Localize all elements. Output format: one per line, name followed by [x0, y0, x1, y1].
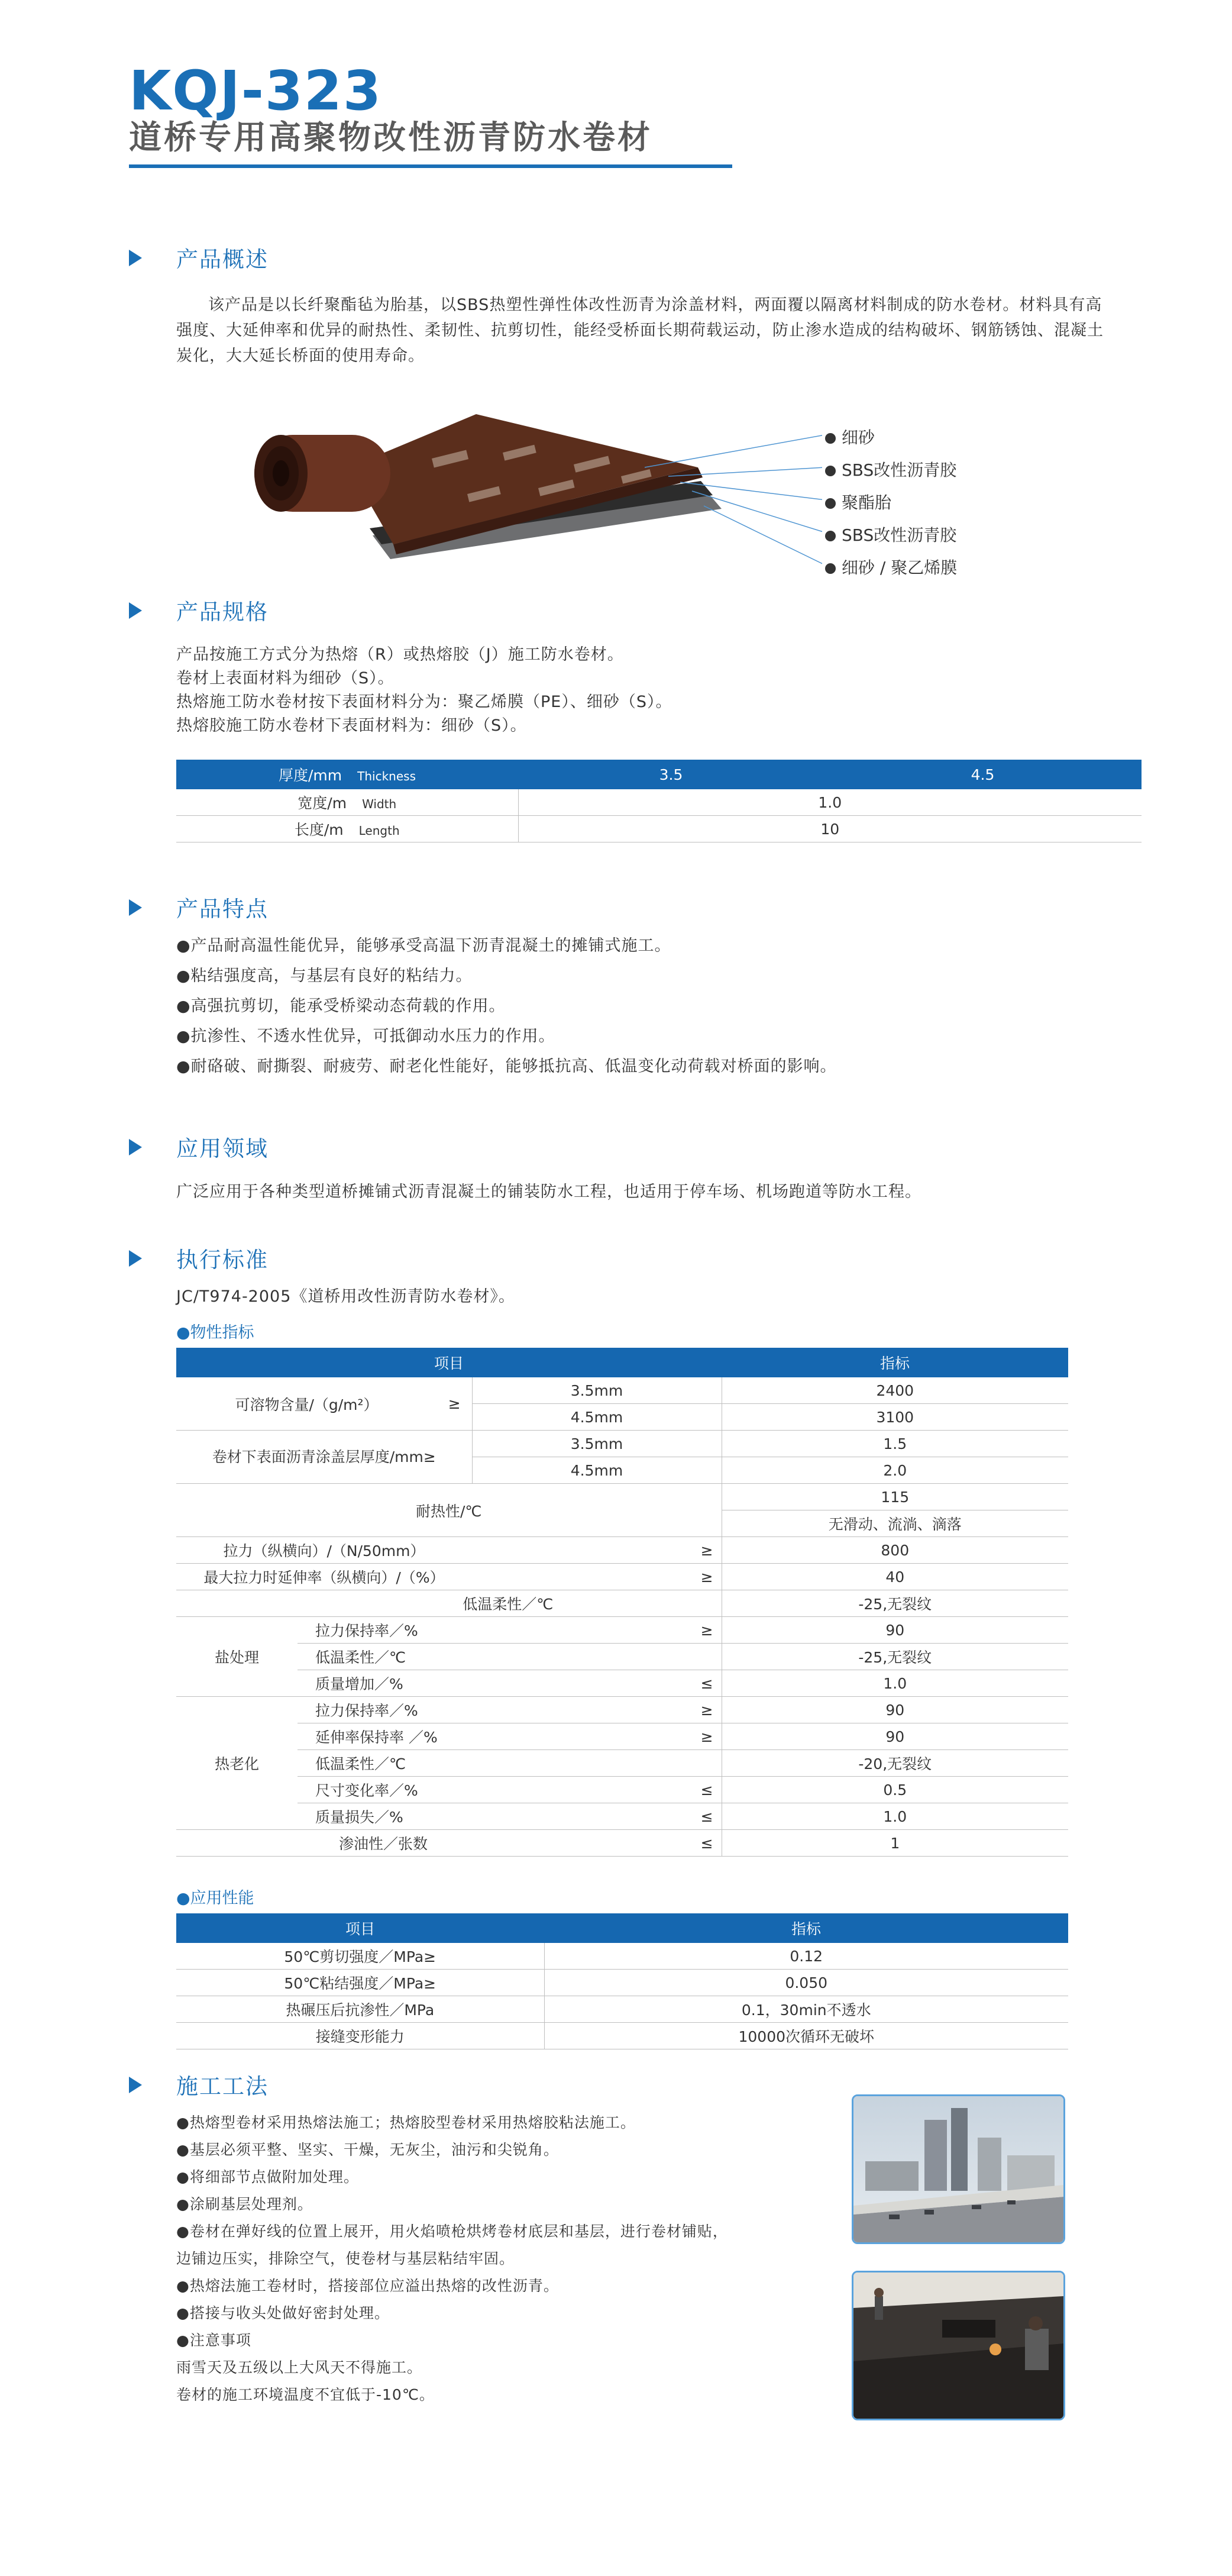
list-item: ●高强抗剪切，能承受桥梁动态荷载的作用。: [176, 997, 506, 1015]
section-title-standard: 执行标准: [176, 1247, 269, 1273]
layer-label-4: SBS改性沥青胶: [825, 522, 956, 546]
phys-table: [176, 1348, 1068, 1857]
construction-list: [176, 2109, 827, 2409]
layer-label-3: 聚酯胎: [825, 490, 891, 514]
table-row: 热老化 拉力保持率／% ≥ 90: [176, 1697, 1068, 1723]
list-item: 卷材的施工环境温度不宜低于-10℃。: [176, 2386, 435, 2403]
table-header-row: 厚度/mm Thickness 3.5 4.5: [176, 760, 1142, 789]
overview-text: 该产品是以长纤聚酯毡为胎基，以SBS热塑性弹性体改性沥青为涂盖材料，两面覆以隔离材料制成的防水卷材。材料具有高强度、大延伸率和优异的耐热性、柔韧性、抗剪切性，能经受桥面长期荷载运动，防止渗水造成的结构破坏、钢筋锈蚀、混凝土炭化，大大延长桥面的使用寿命。: [176, 296, 1104, 365]
table-row: 质量损失／% ≤ 1.0: [176, 1803, 1068, 1830]
section-title-application: 应用领域: [176, 1136, 269, 1161]
spec-text: 产品按施工方式分为热熔（R）或热熔胶（J）施工防水卷材。 卷材上表面材料为细砂（S）。 热熔施工防水卷材按下表面材料分为：聚乙烯膜（PE）、细砂（S）。 热熔胶施工防水卷材下表面材料为：细砂（S）。: [176, 645, 672, 735]
table-row: 拉力（纵横向）/（N/50mm） ≥ 800: [176, 1537, 1068, 1564]
section-title-construction: 施工工法: [176, 2074, 269, 2099]
phys-subtitle: ●物性指标: [176, 1323, 254, 1342]
app-subtitle: ●应用性能: [176, 1889, 254, 1907]
table-row: 50℃粘结强度／MPa≥ 0.050: [176, 1970, 1068, 1996]
table-row: 渗油性／张数 ≤ 1: [176, 1830, 1068, 1857]
section-arrow-icon: [129, 1250, 142, 1267]
table-row: 耐热性/℃ 115: [176, 1484, 1068, 1510]
list-item: ●耐硌破、耐撕裂、耐疲劳、耐老化性能好，能够抵抗高、低温变化动荷载对桥面的影响。: [176, 1057, 837, 1076]
list-item: 边铺边压实，排除空气，使卷材与基层粘结牢固。: [176, 2250, 515, 2267]
title-underline: [129, 164, 732, 168]
table-row: 最大拉力时延伸率（纵横向）/（%） ≥ 40: [176, 1564, 1068, 1590]
spec-table: [176, 760, 1142, 842]
list-item: ●基层必须平整、坚实、干燥，无灰尘，油污和尖锐角。: [176, 2141, 559, 2158]
table-header-row: 项目 指标: [176, 1913, 1068, 1943]
application-text: 广泛应用于各种类型道桥摊铺式沥青混凝土的铺装防水工程，也适用于停车场、机场跑道等防水工程。: [176, 1183, 921, 1201]
table-row: 盐处理 拉力保持率／% ≥ 90: [176, 1617, 1068, 1644]
list-item: 雨雪天及五级以上大风天不得施工。: [176, 2359, 423, 2376]
table-row: 50℃剪切强度／MPa≥ 0.12: [176, 1943, 1068, 1970]
table-row: 长度/m Length 10: [176, 816, 1142, 842]
section-arrow-icon: [129, 602, 142, 619]
section-arrow-icon: [129, 1139, 142, 1155]
table-row: 热碾压后抗渗性／MPa 0.1，30min不透水: [176, 1996, 1068, 2023]
section-arrow-icon: [129, 899, 142, 916]
app-table: [176, 1913, 1068, 2049]
section-title-spec: 产品规格: [176, 599, 269, 625]
list-item: ●卷材在弹好线的位置上展开，用火焰喷枪烘烤卷材底层和基层，进行卷材铺贴，: [176, 2223, 728, 2240]
section-title-features: 产品特点: [176, 896, 269, 922]
list-item: ●注意事项: [176, 2332, 251, 2349]
list-item: ●热熔法施工卷材时，搭接部位应溢出热熔的改性沥青。: [176, 2277, 559, 2294]
table-row: 接缝变形能力 10000次循环无破坏: [176, 2023, 1068, 2049]
section-arrow-icon: [129, 2077, 142, 2093]
standard-code: JC/T974-2005《道桥用改性沥青防水卷材》。: [176, 1287, 515, 1306]
layer-label-2: SBS改性沥青胶: [825, 457, 956, 481]
table-header-row: 项目 指标: [176, 1348, 1068, 1377]
table-row: 宽度/m Width 1.0: [176, 789, 1142, 816]
features-list: [176, 931, 1123, 1082]
list-item: ●产品耐高温性能优异，能够承受高温下沥青混凝土的摊铺式施工。: [176, 937, 671, 955]
membrane-roll-illustration: [254, 411, 822, 601]
layer-label-1: 细砂: [825, 425, 875, 448]
table-row: 可溶物含量/（g/m²） ≥ 3.5mm 2400: [176, 1377, 1068, 1404]
bridge-photo: [852, 2094, 1065, 2244]
table-row: 低温柔性／℃ -25,无裂纹: [176, 1590, 1068, 1617]
section-title-overview: 产品概述: [176, 247, 269, 272]
list-item: ●将细部节点做附加处理。: [176, 2168, 359, 2186]
list-item: ●涂刷基层处理剂。: [176, 2196, 313, 2213]
table-row: 卷材下表面沥青涂盖层厚度/mm≥ 3.5mm 1.5: [176, 1431, 1068, 1457]
list-item: ●热熔型卷材采用热熔法施工；热熔胶型卷材采用热熔胶粘法施工。: [176, 2114, 636, 2131]
layer-label-5: 细砂 / 聚乙烯膜: [825, 555, 957, 579]
table-row: 4.5mm 3100: [176, 1404, 1068, 1431]
table-row: 低温柔性／℃ -20,无裂纹: [176, 1750, 1068, 1777]
table-row: 延伸率保持率 ／% ≥ 90: [176, 1723, 1068, 1750]
table-row: 质量增加／% ≤ 1.0: [176, 1670, 1068, 1697]
table-row: 尺寸变化率／% ≤ 0.5: [176, 1777, 1068, 1803]
section-arrow-icon: [129, 250, 142, 266]
product-model: KQJ-323: [129, 59, 382, 122]
list-item: ●粘结强度高，与基层有良好的粘结力。: [176, 967, 473, 985]
product-name: 道桥专用高聚物改性沥青防水卷材: [129, 118, 653, 156]
table-row: 无滑动、流淌、滴落: [176, 1510, 1068, 1537]
list-item: ●抗渗性、不透水性优异，可抵御动水压力的作用。: [176, 1027, 555, 1045]
table-row: 4.5mm 2.0: [176, 1457, 1068, 1484]
table-row: 低温柔性／℃ -25,无裂纹: [176, 1644, 1068, 1670]
construction-photo: [852, 2271, 1065, 2420]
list-item: ●搭接与收头处做好密封处理。: [176, 2304, 390, 2322]
